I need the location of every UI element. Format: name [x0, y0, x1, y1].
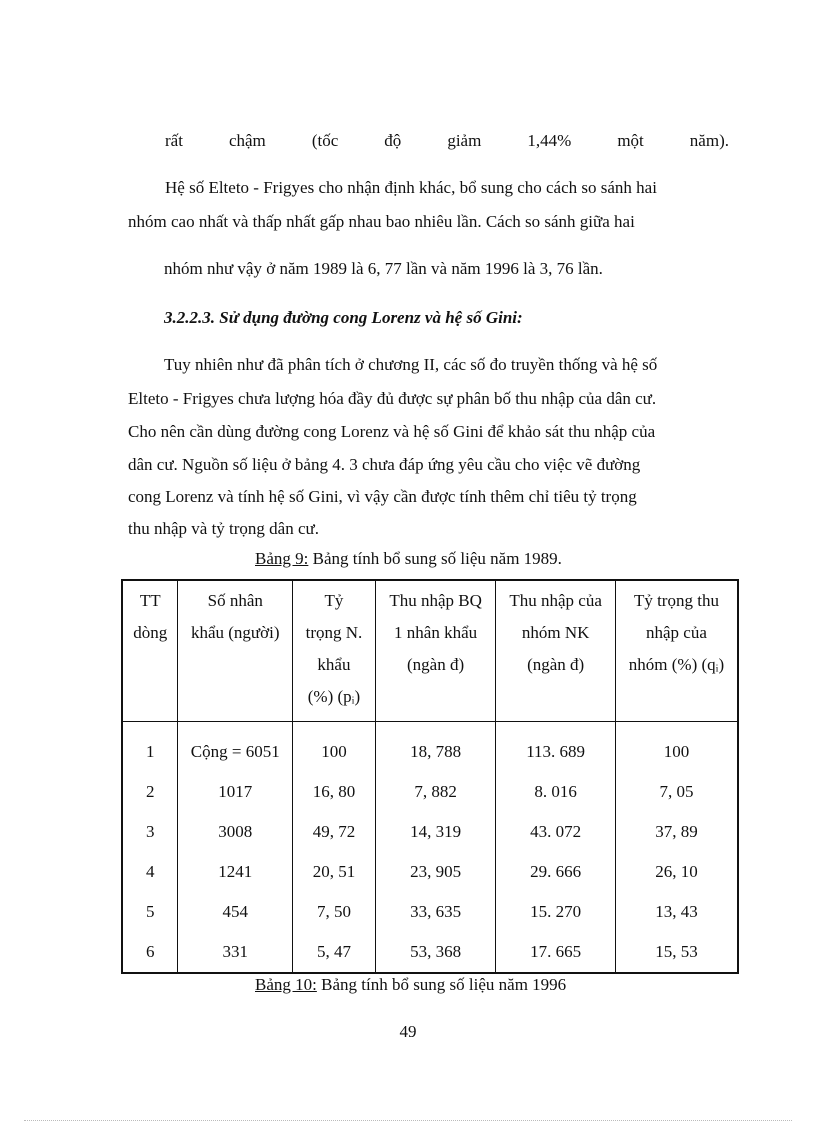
cell: 14, 319	[375, 812, 496, 852]
text-line-1	[165, 131, 729, 151]
table-row	[122, 892, 738, 932]
cell: 8. 016	[496, 772, 616, 812]
cell: 23, 905	[375, 852, 496, 892]
body-line-6: thu nhập và tỷ trọng dân cư.	[128, 519, 319, 538]
text-line-3: nhóm cao nhất và thấp nhất gấp nhau bao nhiêu lần. Cách so sánh giữa hai	[128, 212, 635, 231]
cell: 16, 80	[293, 772, 376, 812]
cell: 113. 689	[496, 722, 616, 773]
cell: 33, 635	[375, 892, 496, 932]
body-line-4: dân cư. Nguồn số liệu ở bảng 4. 3 chưa đáp ứng yêu cầu cho việc vẽ đường	[128, 455, 641, 474]
table-10-label: Bảng 10:	[255, 975, 317, 994]
word: rất	[165, 131, 183, 150]
cell: 100	[615, 722, 738, 773]
word: (tốc	[311, 131, 339, 150]
text-line-4: nhóm như vậy ở năm 1989 là 6, 77 lần và năm 1996 là 3, 76 lần.	[164, 259, 603, 278]
cell: 2	[145, 782, 155, 801]
table-9-title: Bảng tính bổ sung số liệu năm 1989.	[308, 549, 562, 568]
cell: 331	[178, 932, 293, 973]
table-row	[122, 852, 738, 892]
table-header-row	[122, 580, 738, 722]
page-bottom-divider	[24, 1120, 792, 1121]
cell: 13, 43	[615, 892, 738, 932]
cell: 7, 882	[375, 772, 496, 812]
word: độ	[384, 131, 402, 150]
table-9-label: Bảng 9:	[255, 549, 309, 568]
cell: 26, 10	[615, 852, 738, 892]
data-table-1989	[121, 579, 739, 974]
section-heading: 3.2.2.3. Sử dụng đường cong Lorenz và hệ số Gini:	[164, 308, 523, 327]
cell: 3	[145, 822, 155, 841]
cell: 1017	[178, 772, 293, 812]
cell: 37, 89	[615, 812, 738, 852]
table-row	[122, 812, 738, 852]
cell: 43. 072	[496, 812, 616, 852]
table-10-caption	[255, 975, 566, 995]
cell: Cộng = 6051	[178, 722, 293, 773]
word: chậm	[228, 131, 266, 150]
body-line-2: Elteto - Frigyes chưa lượng hóa đầy đủ được sự phân bố thu nhập của dân cư.	[128, 389, 657, 408]
cell: 5, 47	[293, 932, 376, 973]
header-thu-nhap-nhom: Thu nhập của nhóm NK (ngàn đ)	[496, 580, 616, 722]
cell: 20, 51	[293, 852, 376, 892]
header-tt: TT dòng	[122, 580, 178, 722]
table-row	[122, 722, 738, 773]
cell: 18, 788	[375, 722, 496, 773]
table-9-caption	[255, 549, 562, 569]
body-line-3: Cho nên cần dùng đường cong Lorenz và hệ số Gini để khảo sát thu nhập của	[128, 422, 656, 441]
table-row	[122, 772, 738, 812]
word: giảm	[447, 131, 482, 150]
cell: 15, 53	[615, 932, 738, 973]
cell: 15. 270	[496, 892, 616, 932]
header-so-nhan-khau: Số nhân khẩu (người)	[178, 580, 293, 722]
word: 1,44%	[527, 131, 572, 150]
cell: 7, 50	[293, 892, 376, 932]
cell: 53, 368	[375, 932, 496, 973]
cell: 7, 05	[615, 772, 738, 812]
cell: 100	[293, 722, 376, 773]
page-number: 49	[399, 1022, 417, 1041]
word: một	[617, 131, 644, 150]
header-thu-nhap-bq: Thu nhập BQ 1 nhân khẩu (ngàn đ)	[375, 580, 496, 722]
body-line-1: Tuy nhiên như đã phân tích ở chương II, các số đo truyền thống và hệ số	[164, 355, 658, 374]
body-line-5: cong Lorenz và tính hệ số Gini, vì vậy cần được tính thêm chỉ tiêu tỷ trọng	[128, 487, 637, 506]
cell: 17. 665	[496, 932, 616, 973]
cell: 1	[145, 742, 155, 761]
cell: 49, 72	[293, 812, 376, 852]
text-line-2: Hệ số Elteto - Frigyes cho nhận định khác, bổ sung cho cách so sánh hai	[165, 178, 657, 197]
cell: 454	[178, 892, 293, 932]
header-ty-trong-thu-nhap: Tỷ trọng thu nhập của nhóm (%) (qᵢ)	[615, 580, 738, 722]
cell: 4	[145, 862, 155, 881]
table-10-title: Bảng tính bổ sung số liệu năm 1996	[316, 975, 567, 994]
cell: 6	[145, 942, 155, 961]
cell: 1241	[178, 852, 293, 892]
cell: 3008	[178, 812, 293, 852]
word: năm).	[689, 131, 729, 150]
header-ty-trong-nk: Tỷ trọng N. khẩu (%) (pᵢ)	[293, 580, 376, 722]
cell: 29. 666	[496, 852, 616, 892]
cell: 5	[145, 902, 155, 921]
table-row	[122, 932, 738, 973]
